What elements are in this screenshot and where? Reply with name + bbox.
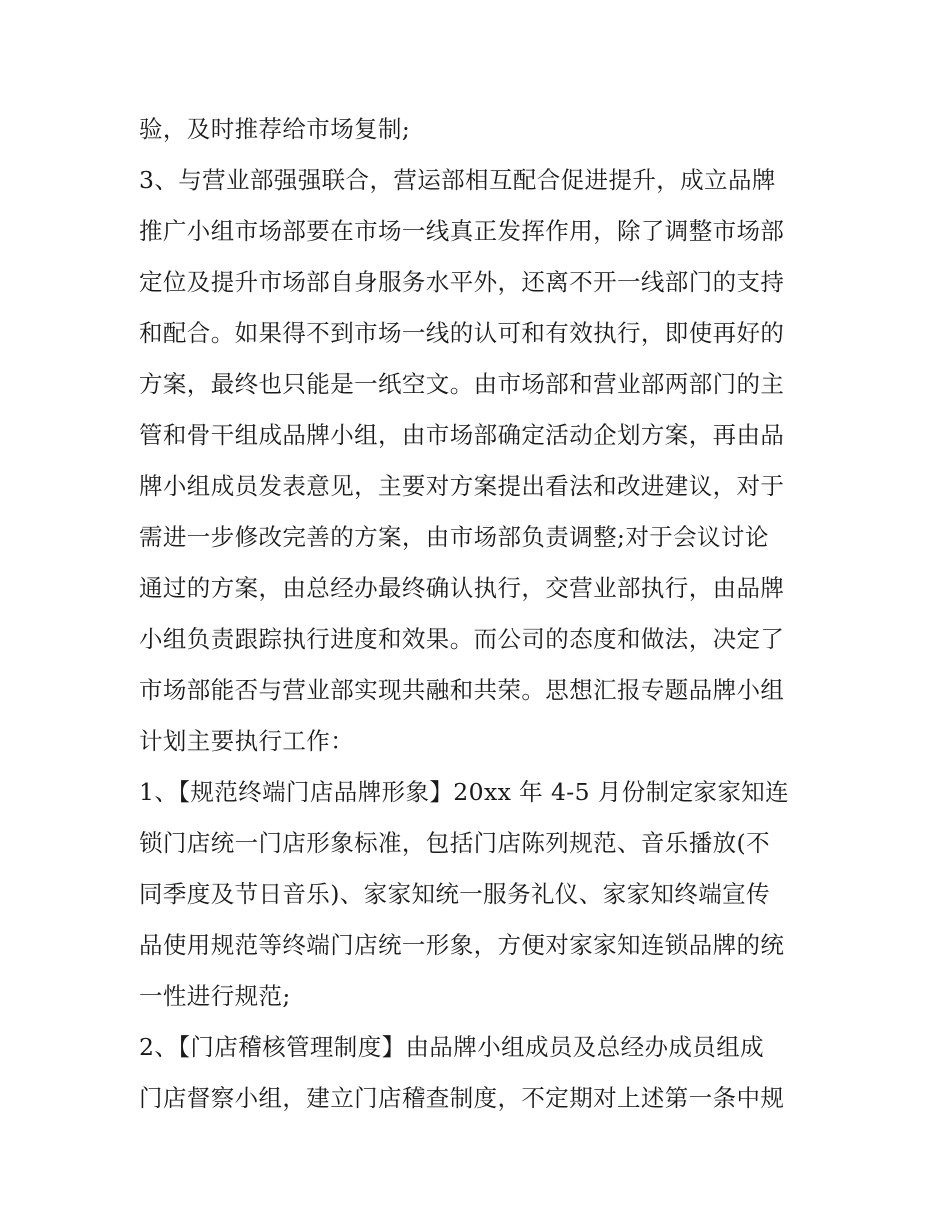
text-line: 需进一步修改完善的方案，由市场部负责调整;对于会议讨论 [139, 523, 769, 551]
text-line: 3、与营业部强强联合，营运部相互配合促进提升，成立品牌 [139, 166, 776, 194]
text-line: 推广小组市场部要在市场一线真正发挥作用，除了调整市场部 [139, 217, 785, 245]
text-line: 品使用规范等终端门店统一形象，方便对家家知连锁品牌的统 [139, 931, 785, 959]
text-line: 小组负责跟踪执行进度和效果。而公司的态度和做法，决定了 [139, 625, 785, 653]
text-line: 方案，最终也只能是一纸空文。由市场部和营业部两部门的主 [139, 370, 785, 398]
text-line: 一性进行规范; [139, 982, 291, 1010]
text-line: 门店督察小组，建立门店稽查制度，不定期对上述第一条中规 [139, 1084, 785, 1112]
text-line: 锁门店统一门店形象标准，包括门店陈列规范、音乐播放(不 [139, 829, 770, 857]
text-line: 牌小组成员发表意见，主要对方案提出看法和改进建议，对于 [139, 472, 785, 500]
text-line: 和配合。如果得不到市场一线的认可和有效执行，即使再好的 [139, 319, 785, 347]
body-text [139, 104, 819, 1124]
text-line: 1、【规范终端门店品牌形象】20xx 年 4-5 月份制定家家知连 [139, 778, 790, 806]
text-line: 市场部能否与营业部实现共融和共荣。思想汇报专题品牌小组 [139, 676, 785, 704]
text-line: 定位及提升市场部自身服务水平外，还离不开一线部门的支持 [139, 268, 785, 296]
text-line: 计划主要执行工作： [139, 727, 355, 755]
text-line: 验，及时推荐给市场复制; [139, 115, 411, 143]
text-line: 同季度及节日音乐)、家家知统一服务礼仪、家家知终端宣传 [139, 880, 770, 908]
text-line: 管和骨干组成品牌小组，由市场部确定活动企划方案，再由品 [139, 421, 785, 449]
text-line: 2、【门店稽核管理制度】由品牌小组成员及总经办成员组成 [139, 1033, 765, 1061]
text-line: 通过的方案，由总经办最终确认执行，交营业部执行，由品牌 [139, 574, 785, 602]
